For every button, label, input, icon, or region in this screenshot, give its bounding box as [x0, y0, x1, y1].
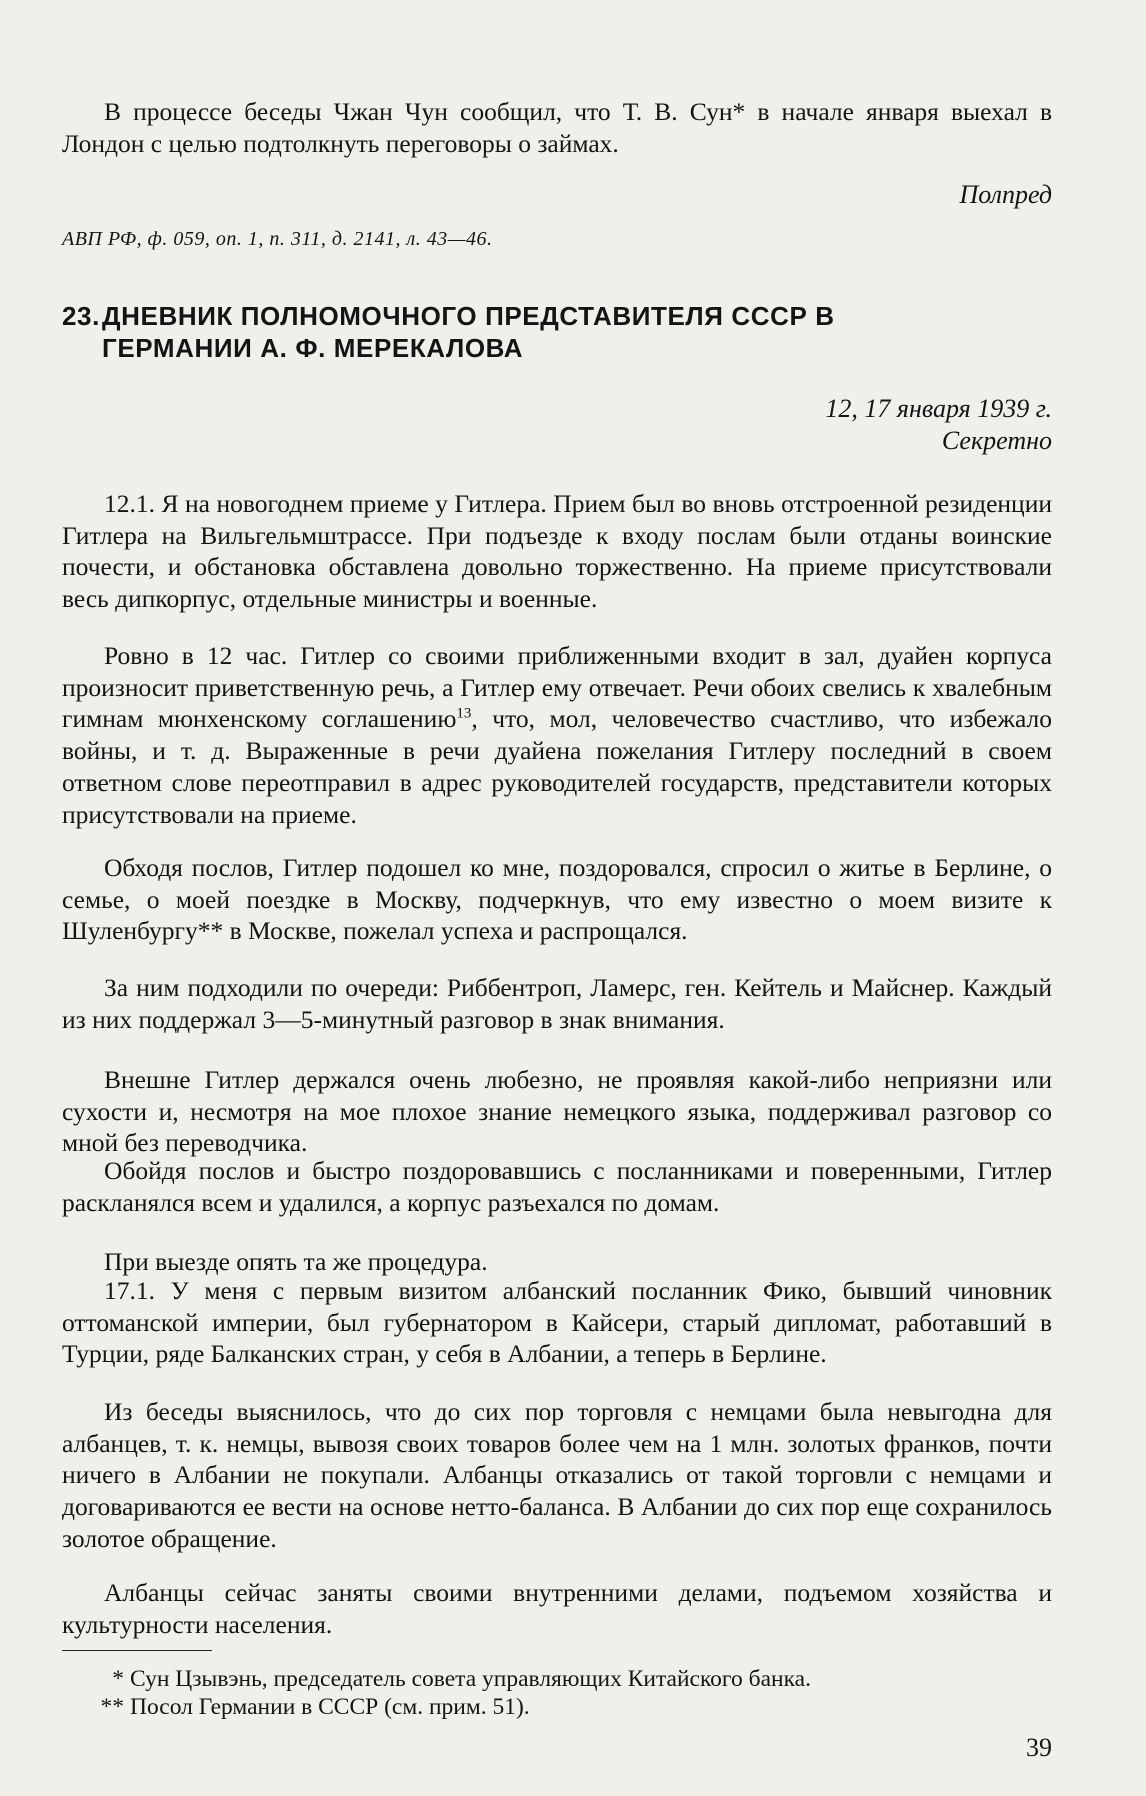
signature: Полпред — [959, 180, 1052, 209]
diary-paragraph-6: Обойдя послов и быстро поздоровавшись с посланниками и поверенными, Гитлер раскланялся всем и удалился, а корпус разъехался по домам. — [62, 1156, 1052, 1217]
document-number: 23. — [62, 301, 100, 331]
footnote-divider — [62, 1650, 212, 1651]
classification-label: Секретно — [941, 426, 1052, 455]
diary-paragraph-7: При выезде опять та же процедура. — [104, 1247, 488, 1276]
diary-paragraph-5: Внешне Гитлер держался очень любезно, не проявляя какой-либо неприязни или сухости и, несмотря на мое плохое знание немецкого языка, поддерживал разговор со мной без переводчика. — [62, 1065, 1052, 1158]
note-reference: 13 — [456, 705, 472, 722]
diary-paragraph-9: Из беседы выяснилось, что до сих пор торговля с немцами была невыгодна для албанцев, т. к. немцы, вывозя своих товаров более чем на 1 млн. золотых франков, почти ничего в Албании не покупали. Албанцы отказались от такой торговли с немцами и договариваются ее вести на основе нетто-баланса. В Албании до сих пор еще сохранилось золотое обращение. — [62, 1397, 1052, 1553]
footnote-2-text: Посол Германии в СССР (см. прим. 51). — [130, 1694, 530, 1720]
document-date: 12, 17 января 1939 г. — [825, 394, 1052, 423]
paragraph-2-continuation: , что, мол, человечество счастливо, что избежало войны, и т. д. Выраженные в речи дуайена пожелания Гитлеру последний в своем ответном слове переотправил в адрес руководителей государств, представители которых присутствовали на приеме. — [62, 704, 1052, 829]
page-number: 39 — [1026, 1733, 1052, 1762]
diary-paragraph-8: 17.1. У меня с первым визитом албанский посланник Фико, бывший чиновник оттоманской империи, был губернатором в Кайсери, старый дипломат, работавший в Турции, ряде Балканских стран, у себя в Албании, а теперь в Берлине. — [62, 1276, 1052, 1369]
paragraph-2-text: Ровно в 12 час. Гитлер со своими приближенными входит в зал, дуайен корпуса произносит приветственную речь, а Гитлер ему отвечает. Речи обоих свелись к хвалебным гимнам мюнхенскому соглашению — [62, 641, 1052, 734]
diary-paragraph-3: Обходя послов, Гитлер подошел ко мне, поздоровался, спросил о житье в Берлине, о семье, о моей поездке в Москву, подчеркнув, что ему известно о моем визите к Шуленбургу** в Москве, пожелал успеха и распрощался. — [62, 853, 1052, 946]
footnote-1 — [62, 1664, 1052, 1694]
footnote-2-mark: ** — [100, 1694, 124, 1720]
footnote-1-text: Сун Цзывэнь, председатель совета управляющих Китайского банка. — [130, 1666, 811, 1692]
document-title-line2: ГЕРМАНИИ А. Ф. МЕРЕКАЛОВА — [102, 333, 524, 363]
diary-paragraph-1: 12.1. Я на новогоднем приеме у Гитлера. Прием был во вновь отстроенной резиденции Гитлера на Вильгельмштрассе. При подъезде к входу послам были отданы воинские почести, и обстановка обставлена довольно торжественно. На приеме присутствовали весь дипкорпус, отдельные министры и военные. — [62, 489, 1052, 614]
diary-paragraph-10: Албанцы сейчас заняты своими внутренними делами, подъемом хозяйства и культурности населения. — [62, 1578, 1052, 1639]
diary-paragraph-4: За ним подходили по очереди: Риббентроп, Ламерс, ген. Кейтель и Майснер. Каждый из них поддержал 3—5-минутный разговор в знак внимания. — [62, 973, 1052, 1034]
diary-paragraph-2 — [62, 640, 1052, 830]
archive-reference: АВП РФ, ф. 059, оп. 1, п. 311, д. 2141, л. 43—46. — [62, 228, 493, 250]
footnote-1-mark: * — [112, 1666, 124, 1692]
footnote-2 — [62, 1692, 1052, 1722]
document-heading — [62, 300, 1052, 364]
document-title-line1: ДНЕВНИК ПОЛНОМОЧНОГО ПРЕДСТАВИТЕЛЯ СССР В — [102, 301, 835, 331]
intro-paragraph: В процессе беседы Чжан Чун сообщил, что Т. В. Сун* в начале января выехал в Лондон с целью подтолкнуть переговоры о займах. — [62, 97, 1052, 158]
